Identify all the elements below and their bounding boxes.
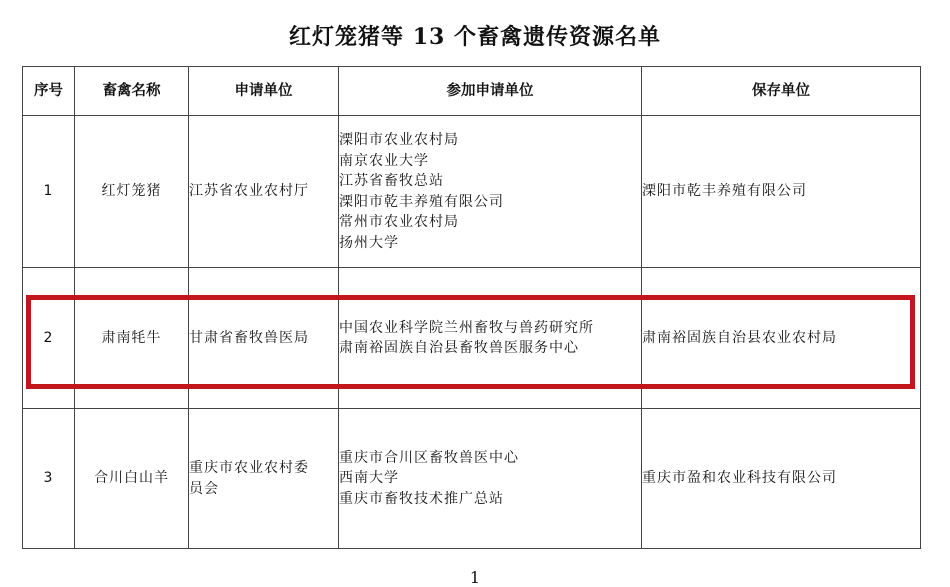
participant-unit: 江苏省畜牧总站 [339, 173, 444, 189]
table-row [23, 409, 921, 549]
table-header-row [23, 67, 921, 116]
row-number: 3 [23, 409, 75, 549]
table-row [23, 116, 921, 268]
applicant-unit-line: 员会 [189, 480, 219, 497]
header-no: 序号 [23, 67, 75, 116]
participant-unit: 中国农业科学院兰州畜牧与兽药研究所 [339, 319, 594, 336]
participant-units [339, 409, 642, 549]
participant-unit: 溧阳市乾丰养殖有限公司 [339, 193, 504, 210]
header-participants: 参加申请单位 [339, 67, 642, 116]
participant-unit: 肃南裕固族自治县畜牧兽医服务中心 [339, 340, 579, 356]
applicant-unit: 江苏省农业农村厅 [189, 116, 339, 268]
participant-units [339, 268, 642, 409]
header-applicant: 申请单位 [189, 67, 339, 116]
header-breed-name: 畜禽名称 [75, 67, 189, 116]
keeper-unit: 溧阳市乾丰养殖有限公司 [642, 116, 921, 268]
page-number: 1 [469, 568, 481, 587]
keeper-unit: 重庆市盈和农业科技有限公司 [642, 409, 921, 549]
row-number: 2 [23, 268, 75, 409]
header-keeper: 保存单位 [642, 67, 921, 116]
keeper-unit: 肃南裕固族自治县农业农村局 [642, 268, 921, 409]
breed-name: 红灯笼猪 [75, 116, 189, 268]
breed-name: 合川白山羊 [75, 409, 189, 549]
participant-units [339, 116, 642, 268]
row-number: 1 [23, 116, 75, 268]
breed-name: 肃南牦牛 [75, 268, 189, 409]
participant-unit: 重庆市畜牧技术推广总站 [339, 490, 504, 507]
applicant-unit: 甘肃省畜牧兽医局 [189, 268, 339, 409]
document-title: 红灯笼猪等 13 个畜禽遗传资源名单 [289, 24, 661, 50]
participant-unit: 重庆市合川区畜牧兽医中心 [339, 449, 519, 466]
table-row [23, 268, 921, 409]
applicant-unit [189, 409, 339, 549]
participant-unit: 南京农业大学 [339, 152, 429, 169]
applicant-unit-line: 重庆市农业农村委 [189, 460, 309, 476]
breed-list-table [22, 66, 921, 549]
participant-unit: 扬州大学 [339, 234, 399, 251]
participant-unit: 溧阳市农业农村局 [339, 132, 459, 148]
participant-unit: 西南大学 [339, 470, 399, 487]
participant-unit: 常州市农业农村局 [339, 214, 459, 230]
